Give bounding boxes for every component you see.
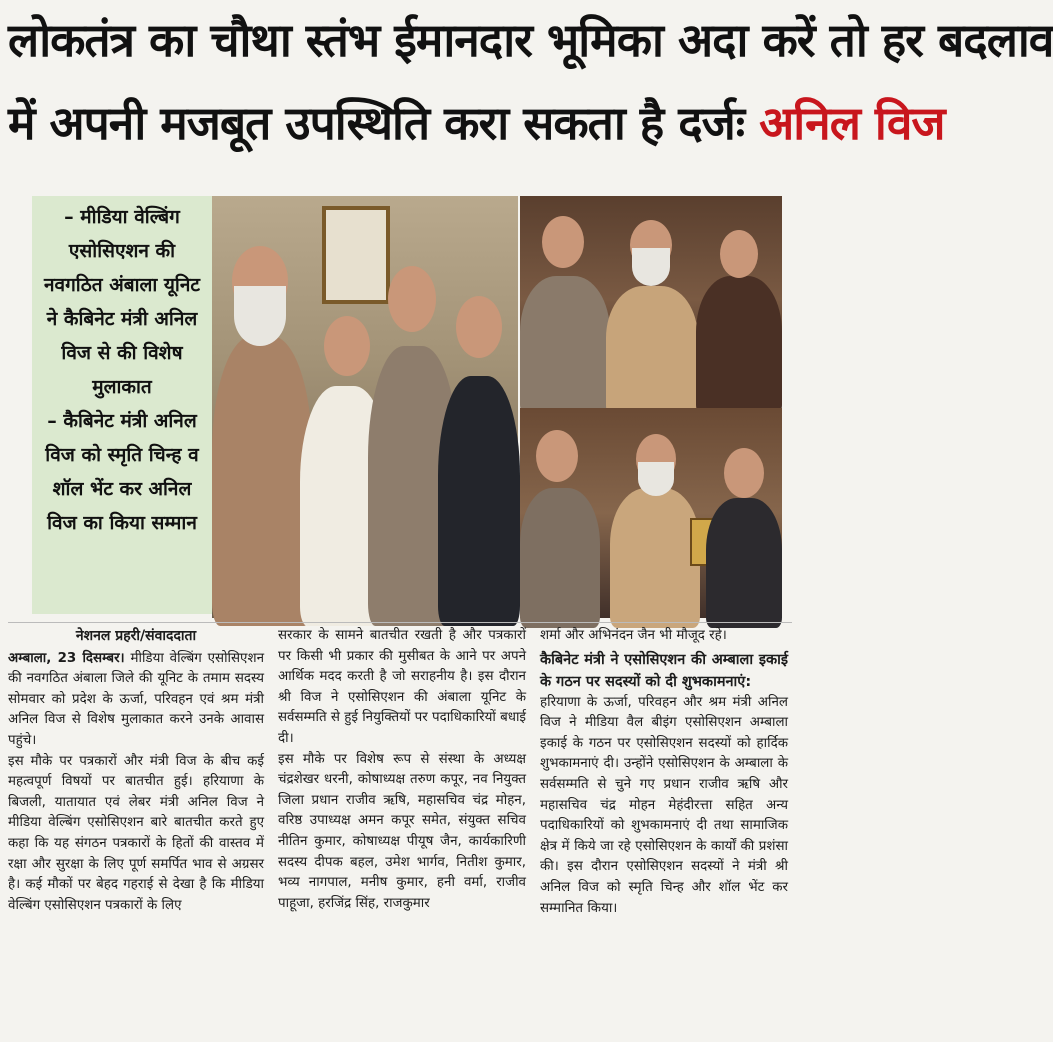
article-paragraph-5: शर्मा और अभिनंदन जैन भी मौजूद रहे। — [540, 628, 727, 643]
person-a-head — [542, 216, 584, 268]
person-e — [610, 488, 700, 628]
person-b — [606, 286, 698, 416]
article-column-1 — [8, 626, 264, 1036]
person-c — [696, 276, 782, 416]
person-4 — [438, 376, 520, 626]
headline-line-2 — [8, 84, 945, 162]
person-d — [520, 488, 600, 628]
highlights-box — [32, 196, 212, 614]
article-paragraph-4: इस मौके पर विशेष रूप से संस्था के अध्यक्ष चंद्रशेखर धरनी, कोषाध्यक्ष तरुण कपूर, नव नियुक्त जिला प्रधान राजीव ऋषि, महासचिव चंद्र मोहन, वरिष्ठ उपाध्यक्ष अमन कपूर समेत, संयुक्त सचिव नीतिन कुमार, कोषाध्यक्ष पीयूष जैन, कार्यकारिणी सदस्य दीपक बहल, उमेश भार्गव, नितीश कुमार, भव्य नागपाल, मनीष कुमार, हनी वर्मा, राजीव पाहूजा, हरजिंद्र सिंह, राजकुमार — [278, 751, 526, 911]
divider — [8, 622, 792, 623]
person-1-beard — [234, 286, 286, 346]
article-subheading: कैबिनेट मंत्री ने एसोसिएशन की अम्बाला इकाई के गठन पर सदस्यों को दी शुभकामनाएं: — [540, 651, 788, 690]
article-paragraph-3: सरकार के सामने बातचीत रखती है और पत्रकारों पर किसी भी प्रकार की मुसीबत के आने पर अपने आर्थिक मदद करती है जो सराहनीय है। इस दौरान श्री विज ने एसोसिएशन की अंबाला यूनिट के सर्वसम्मति से हुई नियुक्तियों पर पदाधिकारियों बधाई दी। — [278, 628, 526, 746]
article-paragraph-2: इस मौके पर पत्रकारों और मंत्री विज के बीच कई महत्वपूर्ण विषयों पर बातचीत हुई। हरियाणा के बिजली, यातायात एवं लेबर मंत्री अनिल विज ने मीडिया वेल्बिंग एसोसिएशन बारे बातचीत करते हुए कहा कि यह संगठन पत्रकारों के हितों की वास्तव में रक्षा और सुरक्षा के लिए पूर्ण समर्पित भाव से अग्रसर है। कई मौकों पर बेहद गहराई से देखा है कि मीडिया वेल्बिंग एसोसिएशन पत्रकारों के लिए — [8, 753, 264, 913]
person-1 — [212, 336, 312, 626]
headline-highlight-name: अनिल विज — [759, 96, 945, 150]
person-b-beard — [632, 248, 670, 286]
article-body — [8, 626, 792, 1036]
byline: नेशनल प्रहरी/संवाददाता — [75, 628, 197, 644]
highlight-point-2: – कैबिनेट मंत्री अनिल विज को स्मृति चिन्ह व शॉल भेंट कर अनिल विज का किया सम्मान — [45, 410, 199, 534]
article-paragraph-1 — [8, 649, 264, 752]
shawl-ceremony-photo — [520, 196, 782, 404]
dateline: अम्बाला, 23 दिसम्बर। — [8, 650, 125, 666]
person-d-head — [536, 430, 578, 482]
person-2-head — [324, 316, 370, 376]
memento-ceremony-photo — [520, 408, 782, 618]
person-f-head — [724, 448, 764, 498]
person-4-head — [456, 296, 502, 358]
paragraph-1-text: मीडिया वेल्बिंग एसोसिएशन की नवगठित अंबाला जिले की यूनिट के तमाम सदस्य सोमवार को प्रदेश के ऊर्जा, परिवहन एवं श्रम मंत्री अनिल विज से विशेष मुलाकात करने उनके आवास पहुंचे। — [8, 650, 264, 748]
person-f — [706, 498, 782, 628]
person-e-beard — [638, 462, 674, 496]
article-paragraph-6: हरियाणा के ऊर्जा, परिवहन और श्रम मंत्री अनिल विज ने मीडिया वैल बीइंग एसोसिएशन अम्बाला इकाई के गठन पर एसोसिएशन सदस्यों को हार्दिक शुभकामनाएं दी। उन्होंने एसोसिएशन के अम्बाला के सर्वसम्मति से चुने गए प्रधान राजीव ऋषि और महासचिव चंद्र मोहन मेहंदीरत्ता सहित अन्य पदाधिकारियों को शुभकामनाएं दी तथा सामाजिक क्षेत्र में किये जा रहे एसोसिएशन के कार्यों की प्रशंसा की। इस दौरान एसोसिएशन सदस्यों ने मंत्री श्री अनिल विज को स्मृति चिन्ह और शॉल भेंट कर सम्मानित किया। — [540, 694, 788, 916]
person-c-head — [720, 230, 758, 278]
headline-line-1: लोकतंत्र का चौथा स्तंभ ईमानदार भूमिका अदा करें तो हर बदलाव — [8, 13, 1053, 67]
person-a — [520, 276, 610, 416]
article-column-3 — [540, 626, 788, 1036]
person-3-head — [388, 266, 436, 332]
headline-line-2-text: में अपनी मजबूत उपस्थिति करा सकता है दर्जः — [8, 96, 745, 150]
highlight-point-1: – मीडिया वेल्बिंग एसोसिएशन की नवगठित अंबाला यूनिट ने कैबिनेट मंत्री अनिल विज से की विशेष मुलाकात — [44, 206, 200, 398]
wall-portrait — [322, 206, 390, 304]
article-column-2 — [278, 626, 526, 1036]
group-photo-main — [212, 196, 518, 618]
